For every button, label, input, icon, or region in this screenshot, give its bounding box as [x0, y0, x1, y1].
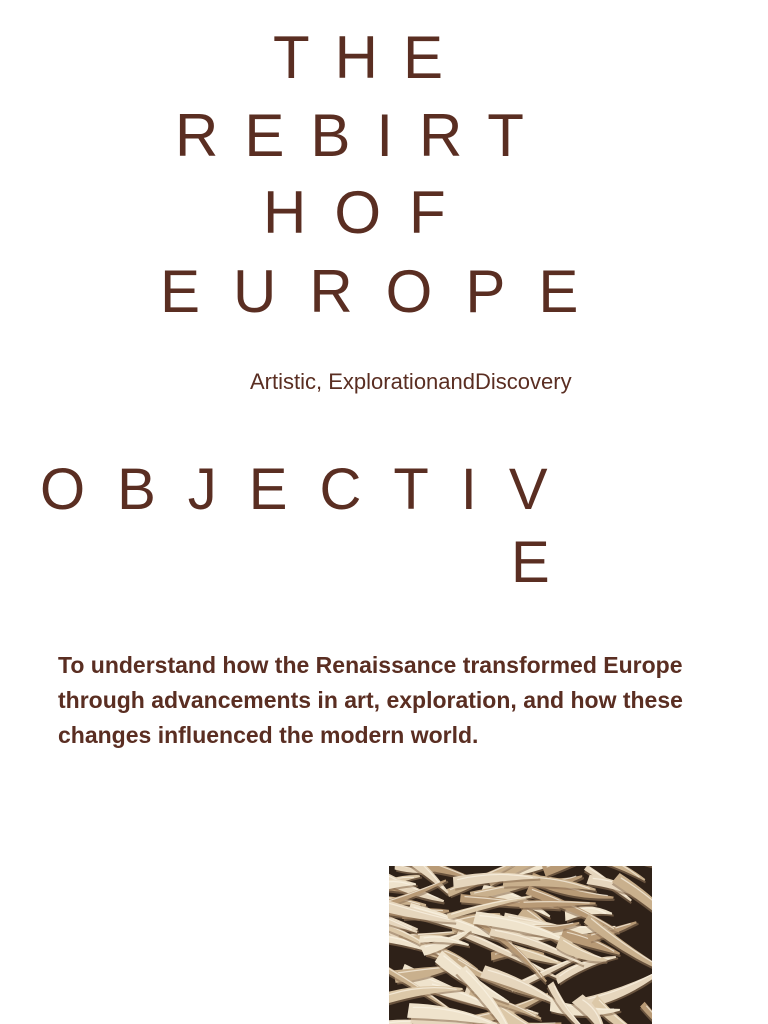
objective-text: To understand how the Renaissance transformed Europe through advancements in art, exploration, and how these changes influenced the modern world.: [58, 652, 683, 748]
title-line-2: REBIRT: [175, 102, 550, 169]
objective-heading-line-1: OBJECTIV: [40, 457, 580, 522]
objective-heading-line-2: E: [511, 530, 550, 595]
tusks-illustration: [389, 866, 652, 1024]
title-line-4: EUROPE: [160, 258, 612, 325]
title-line-3: HOF: [263, 179, 474, 246]
ivory-tusks-photo: [389, 866, 652, 1024]
title-line-1: THE: [273, 24, 468, 91]
subtitle: Artistic, ExplorationandDiscovery: [250, 369, 572, 394]
